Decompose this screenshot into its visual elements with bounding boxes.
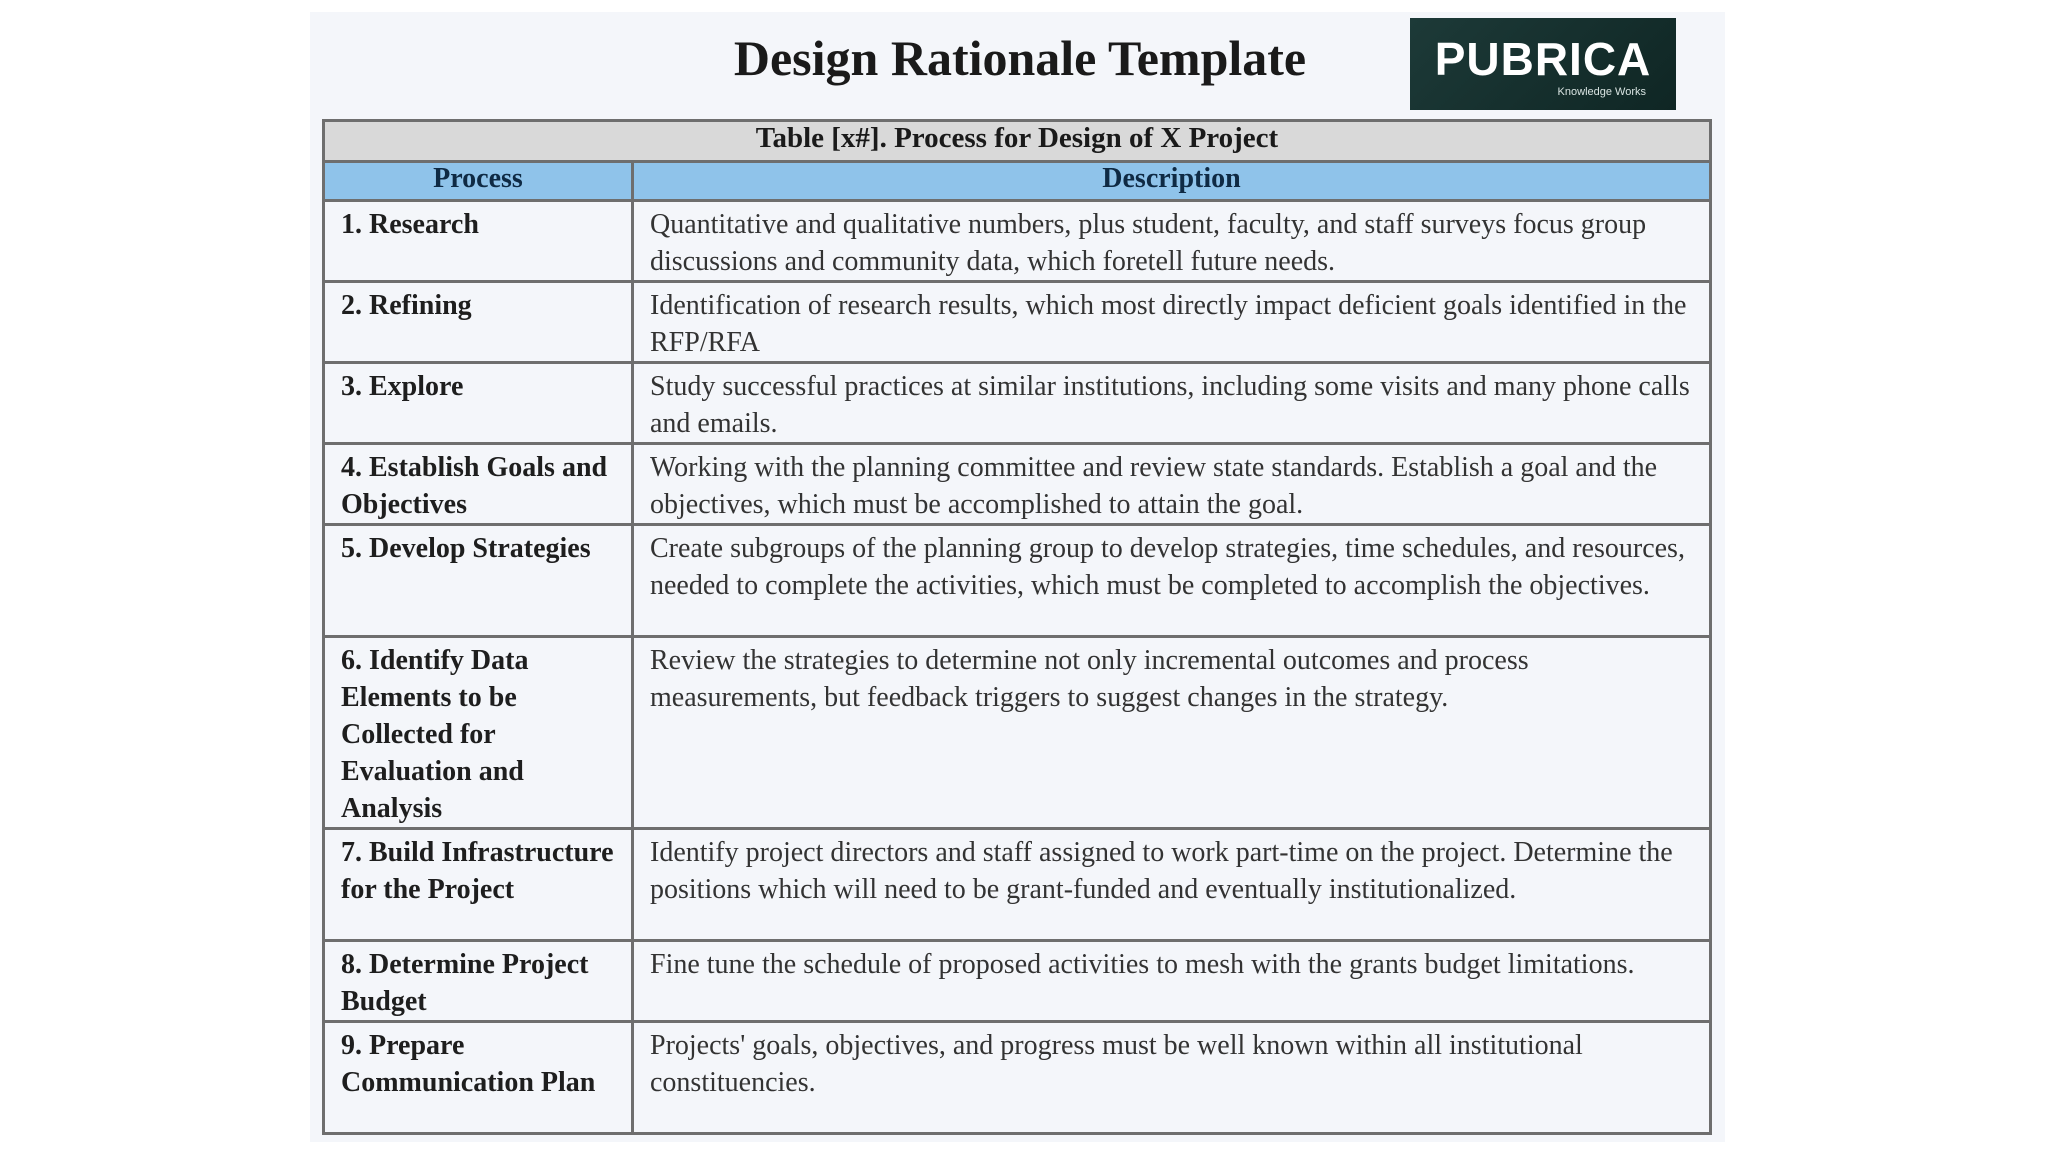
description-cell: Projects' goals, objectives, and progress must be well known within all institutional constituencies. (633, 1022, 1711, 1134)
table-row (324, 1022, 1711, 1134)
document-page (310, 12, 1725, 1142)
process-cell: 8. Determine Project Budget (324, 941, 633, 1022)
description-cell: Study successful practices at similar institutions, including some visits and many phone calls and emails. (633, 363, 1711, 444)
description-cell: Working with the planning committee and review state standards. Establish a goal and the objectives, which must be accomplished to attain the goal. (633, 444, 1711, 525)
process-table (322, 119, 1712, 1135)
table-row (324, 941, 1711, 1022)
table-caption-row (324, 121, 1711, 162)
table-caption: Table [x#]. Process for Design of X Project (324, 121, 1711, 162)
logo-subtext: Knowledge Works (1557, 86, 1646, 98)
description-cell: Identification of research results, which most directly impact deficient goals identified in the RFP/RFA (633, 282, 1711, 363)
process-cell: 6. Identify Data Elements to be Collected for Evaluation and Analysis (324, 637, 633, 829)
process-cell: 1. Research (324, 201, 633, 282)
page-title: Design Rationale Template (733, 30, 1307, 86)
process-cell: 4. Establish Goals and Objectives (324, 444, 633, 525)
table-row (324, 637, 1711, 829)
process-cell: 3. Explore (324, 363, 633, 444)
description-cell: Quantitative and qualitative numbers, plus student, faculty, and staff surveys focus group discussions and community data, which foretell future needs. (633, 201, 1711, 282)
table-row (324, 201, 1711, 282)
process-cell: 7. Build Infrastructure for the Project (324, 829, 633, 941)
description-cell: Create subgroups of the planning group to develop strategies, time schedules, and resources, needed to complete the activities, which must be completed to accomplish the objectives. (633, 525, 1711, 637)
table-row (324, 444, 1711, 525)
table-row (324, 525, 1711, 637)
table-row (324, 829, 1711, 941)
description-cell: Fine tune the schedule of proposed activities to mesh with the grants budget limitations. (633, 941, 1711, 1022)
column-header-process: Process (324, 162, 633, 201)
logo-text: PUBRICA (1434, 33, 1652, 85)
table-row (324, 282, 1711, 363)
table-header-row (324, 162, 1711, 201)
process-cell: 9. Prepare Communication Plan (324, 1022, 633, 1134)
table-row (324, 363, 1711, 444)
process-cell: 5. Develop Strategies (324, 525, 633, 637)
description-cell: Review the strategies to determine not only incremental outcomes and process measurements, but feedback triggers to suggest changes in the strategy. (633, 637, 1711, 829)
process-cell: 2. Refining (324, 282, 633, 363)
description-cell: Identify project directors and staff assigned to work part-time on the project. Determine the positions which will need to be grant-funded and eventually institutionalized. (633, 829, 1711, 941)
pubrica-logo (1410, 18, 1676, 110)
column-header-description: Description (633, 162, 1711, 201)
